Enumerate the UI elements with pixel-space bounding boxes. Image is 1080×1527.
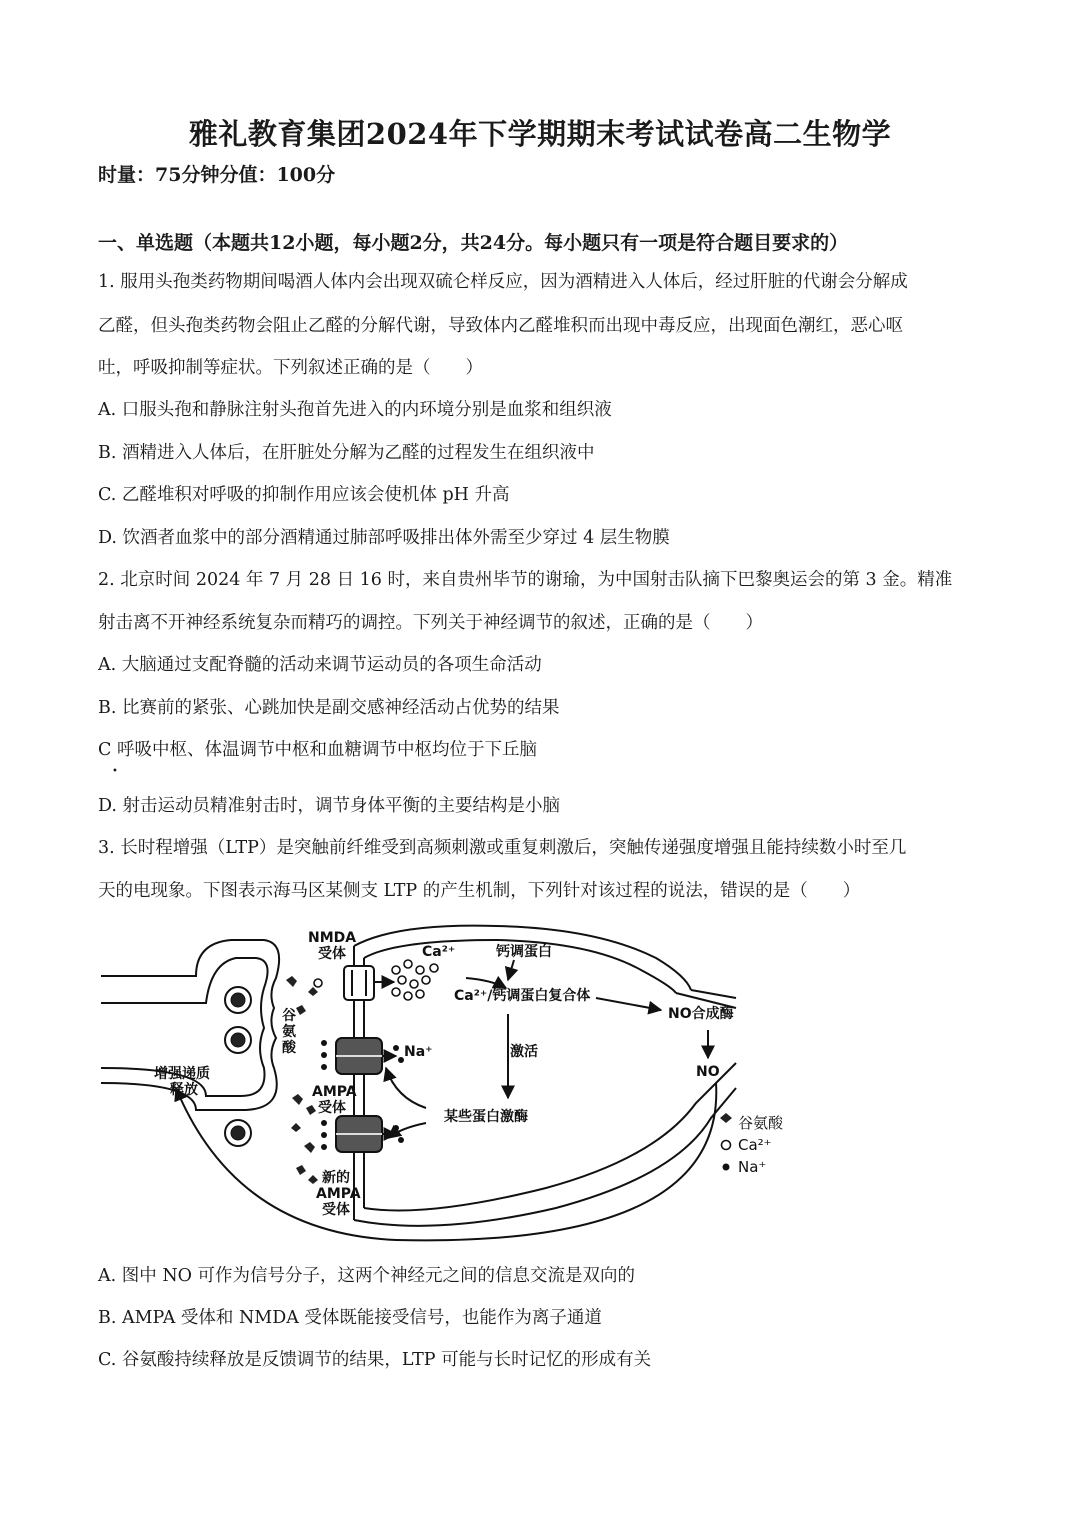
exam-title: 雅礼教育集团2024年下学期期末考试试卷高二生物学 [188, 117, 892, 151]
complex-label: Ca²⁺/钙调蛋白复合体 [454, 988, 591, 1004]
calcium-legend-icon [722, 1141, 731, 1150]
ampa-sub-label: 受体 [318, 1100, 346, 1116]
sodium-legend-icon [723, 1164, 730, 1171]
q2-option-a: A. 大脑通过支配脊髓的活动来调节运动员的各项生命活动 [98, 655, 542, 675]
stray-dot: • [112, 766, 118, 777]
q1-stem-line-1: 1. 服用头孢类药物期间喝酒人体内会出现双硫仑样反应，因为酒精进入人体后，经过肝脏的代谢会分解成 [98, 272, 908, 292]
glutamate-label-2: 氨 [282, 1024, 296, 1040]
legend-calcium: Ca²⁺ [738, 1136, 772, 1154]
nmda-sub-label: 受体 [318, 946, 346, 962]
no-label: NO [696, 1064, 720, 1080]
q1-stem-line-3: 吐，呼吸抑制等症状。下列叙述正确的是（ ） [98, 358, 483, 378]
kinase-label: 某些蛋白激酶 [444, 1109, 528, 1125]
q2-stem-line-1: 2. 北京时间 2024 年 7 月 28 日 16 时，来自贵州毕节的谢瑜，为中国射击队摘下巴黎奥运会的第 3 金。精准 [98, 570, 953, 590]
q1-option-b: B. 酒精进入人体后，在肝脏处分解为乙醛的过程发生在组织液中 [98, 443, 595, 463]
section-heading: 一、单选题（本题共12小题，每小题2分，共24分。每小题只有一项是符合题目要求的） [98, 232, 849, 254]
glutamate-label-1: 谷 [282, 1008, 296, 1024]
q3-option-b: B. AMPA 受体和 NMDA 受体既能接受信号，也能作为离子通道 [98, 1308, 602, 1328]
q1-stem-line-2: 乙醛，但头孢类药物会阻止乙醛的分解代谢，导致体内乙醛堆积而出现中毒反应，出现面色潮红，恶心呕 [98, 316, 903, 336]
new-ampa-label-2: AMPA [316, 1186, 361, 1202]
feedback-arrow [176, 1083, 716, 1240]
calmodulin-label: 钙调蛋白 [496, 944, 552, 960]
enhance-release-label-1: 增强递质 [154, 1066, 210, 1082]
legend-glutamate: 谷氨酸 [738, 1114, 784, 1132]
q3-stem-line-2: 天的电现象。下图表示海马区某侧支 LTP 的产生机制，下列针对该过程的说法，错误的是（ ） [98, 881, 861, 901]
no-synthase-label: NO合成酶 [668, 1006, 734, 1022]
enhance-release-label-2: 释放 [170, 1082, 198, 1098]
nmda-label: NMDA [308, 930, 357, 946]
new-ampa-label-1: 新的 [322, 1170, 350, 1186]
q2-option-b: B. 比赛前的紧张、心跳加快是副交感神经活动占优势的结果 [98, 698, 560, 718]
exam-meta: 时量：75分钟分值：100分 [98, 164, 336, 186]
na-label: Na⁺ [404, 1044, 433, 1060]
q1-option-d: D. 饮酒者血浆中的部分酒精通过肺部呼吸排出体外需至少穿过 4 层生物膜 [98, 528, 670, 548]
ltp-mechanism-diagram [96, 918, 816, 1248]
ca-label: Ca²⁺ [422, 944, 456, 960]
nmda-receptor [344, 966, 374, 1000]
q1-option-c: C. 乙醛堆积对呼吸的抑制作用应该会使机体 pH 升高 [98, 485, 510, 505]
glutamate-label-3: 酸 [282, 1040, 296, 1056]
diagram-legend [720, 1113, 784, 1176]
q2-option-d: D. 射击运动员精准射击时，调节身体平衡的主要结构是小脑 [98, 796, 561, 816]
legend-sodium: Na⁺ [738, 1158, 767, 1176]
q3-option-a: A. 图中 NO 可作为信号分子，这两个神经元之间的信息交流是双向的 [98, 1266, 636, 1286]
new-ampa-receptor [336, 1116, 382, 1152]
activate-label: 激活 [510, 1044, 538, 1060]
q2-option-c: C 呼吸中枢、体温调节中枢和血糖调节中枢均位于下丘脑 [98, 740, 537, 760]
new-ampa-label-3: 受体 [322, 1202, 350, 1218]
synaptic-vesicles [225, 987, 251, 1146]
glutamate-legend-icon [720, 1113, 732, 1123]
q1-option-a: A. 口服头孢和静脉注射头孢首先进入的内环境分别是血浆和组织液 [98, 400, 612, 420]
calcium-ions [314, 960, 438, 1000]
q3-stem-line-1: 3. 长时程增强（LTP）是突触前纤维受到高频刺激或重复刺激后，突触传递强度增强且能持续数小时至几 [98, 838, 907, 858]
q2-stem-line-2: 射击离不开神经系统复杂而精巧的调控。下列关于神经调节的叙述，正确的是（ ） [98, 613, 763, 633]
ampa-receptor [336, 1038, 382, 1074]
ampa-label: AMPA [312, 1084, 357, 1100]
q3-option-c: C. 谷氨酸持续释放是反馈调节的结果，LTP 可能与长时记忆的形成有关 [98, 1350, 652, 1370]
